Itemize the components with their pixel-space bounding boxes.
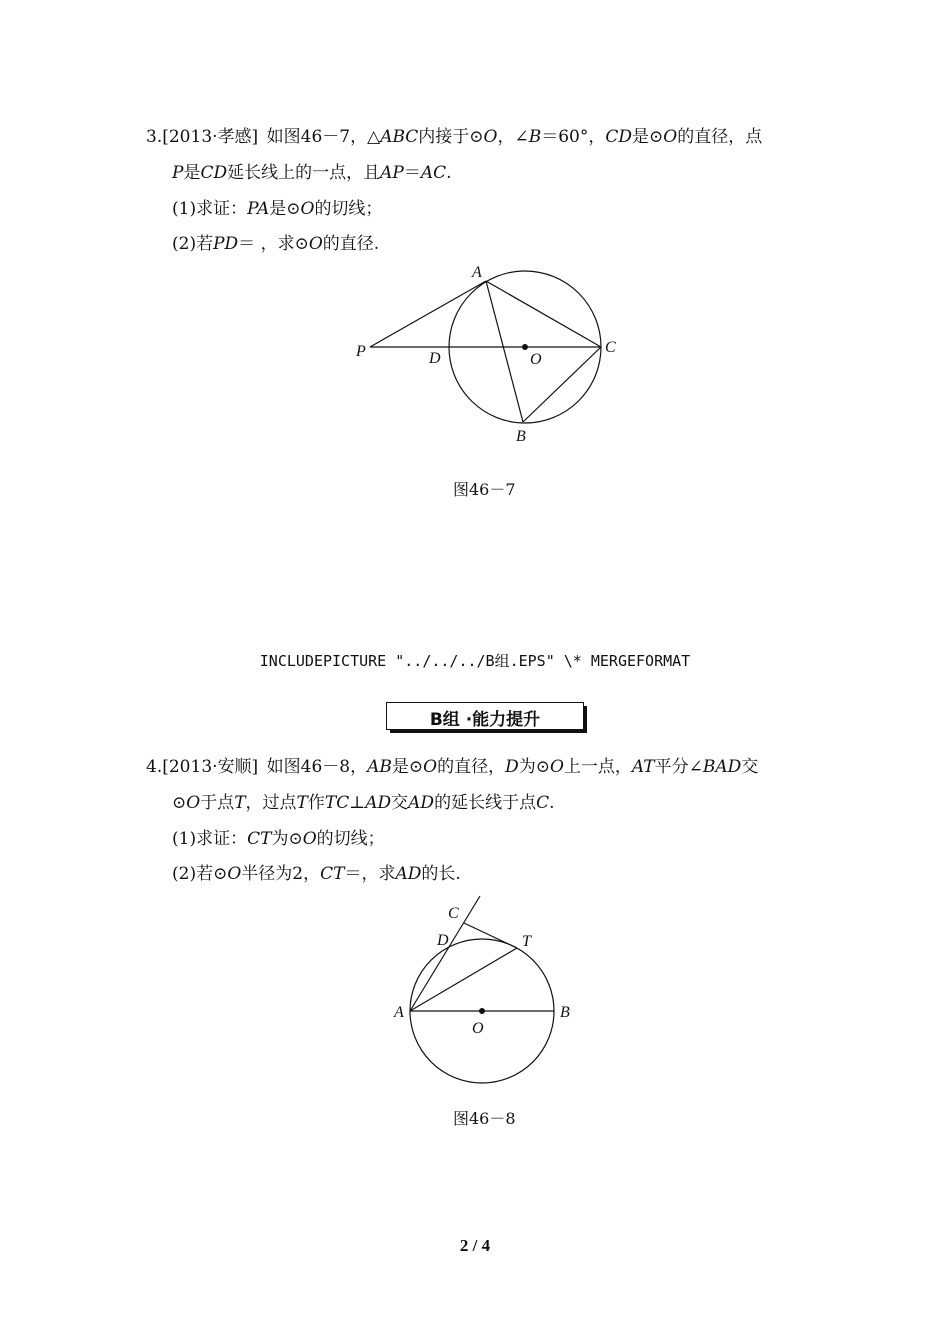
line-at [410, 948, 517, 1011]
line-ct [464, 923, 517, 948]
label-c: C [448, 905, 459, 922]
center-dot [479, 1008, 485, 1014]
problem3-line2: P是CD延长线上的一点，且AP＝AC. [172, 163, 452, 183]
problem3-part1: (1)求证：PA是⊙O的切线； [172, 199, 383, 219]
label-c: C [605, 339, 616, 356]
label-p: P [356, 343, 366, 360]
section-banner [386, 702, 586, 732]
label-b: B [516, 428, 526, 445]
include-picture-field: INCLUDEPICTURE "../../../B组.EPS" \* MERGEFORMAT [259, 652, 691, 670]
figure-46-7 [340, 255, 640, 455]
page-number: 2 / 4 [459, 1236, 491, 1255]
label-o: O [472, 1020, 484, 1037]
label-t: T [522, 933, 531, 950]
center-dot [522, 344, 528, 350]
problem4-part1: (1)求证：CT为⊙O的切线； [172, 829, 385, 849]
label-d: D [437, 932, 449, 949]
label-d: D [429, 350, 441, 367]
problem3-part2: (2)若PD＝ ，求⊙O的直径. [172, 234, 380, 254]
label-a: A [394, 1004, 404, 1021]
problem4-line1: 4.[2013·安顺] 如图46－8，AB是⊙O的直径，D为⊙O上一点，AT平分∠BAD交 [146, 757, 759, 777]
line-ac [486, 281, 601, 347]
line-ab [486, 281, 523, 422]
figure-46-7-caption: 图46－7 [453, 480, 516, 499]
problem4-part2: (2)若⊙O半径为2，CT＝，求AD的长. [172, 864, 461, 884]
line-ac-extended [410, 896, 480, 1011]
figure-46-8-caption: 图46－8 [453, 1109, 516, 1128]
label-b: B [560, 1004, 570, 1021]
label-a: A [472, 264, 482, 281]
problem3-line1: 3.[2013·孝感] 如图46－7，△ABC内接于⊙O，∠B＝60°，CD是⊙O的直径，点 [146, 127, 763, 147]
problem4-line2: ⊙O于点T，过点T作TC⊥AD交AD的延长线于点C. [172, 793, 555, 813]
line-pa [370, 281, 486, 347]
label-o: O [530, 351, 542, 368]
section-banner-text: B组 ·能力提升 [429, 710, 541, 730]
figure-46-8 [380, 890, 590, 1090]
